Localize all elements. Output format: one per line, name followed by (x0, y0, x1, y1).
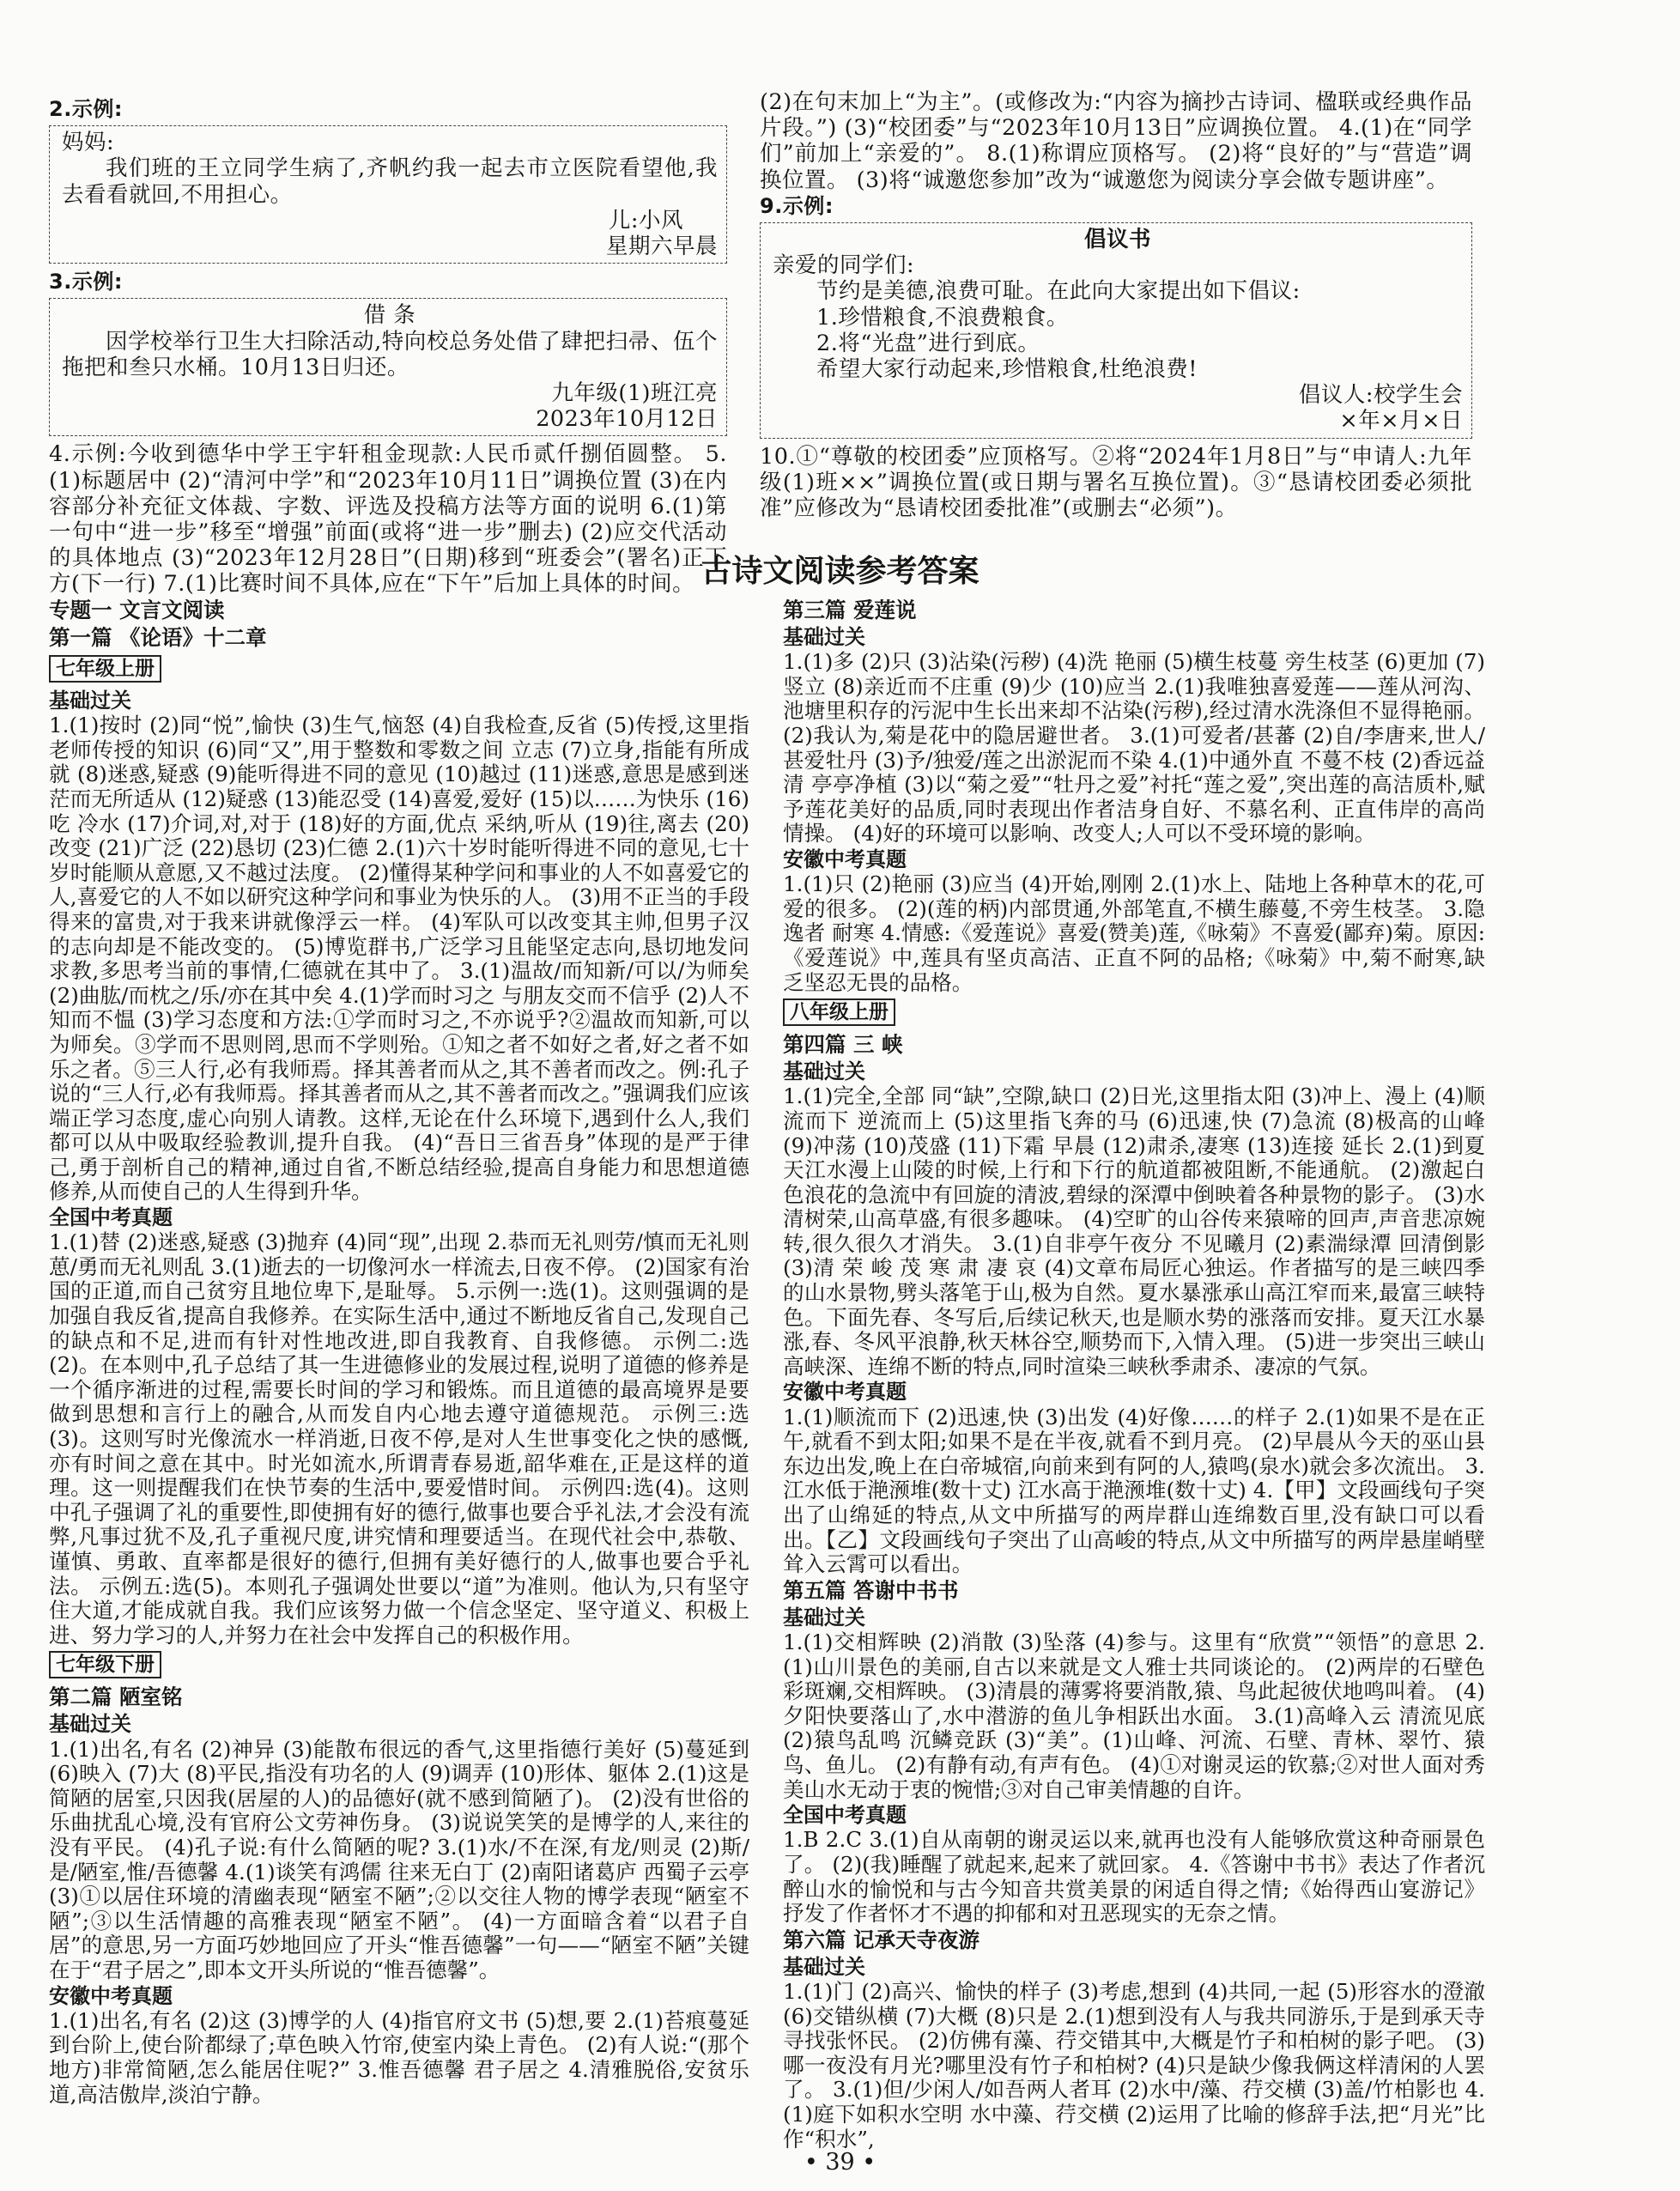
proposal-box (760, 222, 1472, 439)
proposal-closing: 希望大家行动起来,珍惜粮食,杜绝浪费! (816, 356, 1198, 383)
proposal-intro: 节约是美德,浪费可耻。在此向大家提出如下倡议: (816, 278, 1301, 305)
anhui-exam-label: 安徽中考真题 (783, 1380, 907, 1405)
page-title: 古诗文阅读参考答案 (701, 554, 979, 589)
q9-label: 9.示例: (760, 193, 834, 218)
basic-label: 基础过关 (49, 689, 131, 713)
q3-label: 3.示例: (49, 270, 123, 294)
note-greeting: 妈妈: (62, 130, 115, 156)
daxie-basic-answers: 1.(1)交相辉映 (2)消散 (3)坠落 (4)参与。这里有“欣赏”“领悟”的意思 2.(1)山川景色的美丽,自古以来就是文人雅士共同谈论的。 (2)两岸的石壁色彩斑斓,交相辉映。 (3)清晨的薄雾将要消散,猿、鸟此起彼伏地鸣叫着。 (4)夕阳快要落山了,水中潜游的鱼儿争相跃出水面。 3.(1)高峰入云 清流见底 (2)猿鸟乱鸣 沉鳞竞跃 (3)“美”。(1)山峰、河流、石壁、青林、翠竹、猿鸟、鱼儿。 (2)有静有动,有声有色。 (4)①对谢灵运的钦慕;②对世人面对秀美山水无动于衷的惋惜;③对自己审美情趣的自许。 (783, 1630, 1485, 1802)
sanxia-title: 第四篇 三 峡 (783, 1032, 903, 1058)
iou-heading: 借 条 (363, 302, 416, 329)
loushiming-basic-answers: 1.(1)出名,有名 (2)神异 (3)能散布很远的香气,这里指德行美好 (5)蔓延到 (6)映入 (7)大 (8)平民,指没有功名的人 (9)调弄 (10)形体、躯体 2.(1)这是简陋的居室,只因我(居屋的人)的品德好(就不感到简陋了)。 (2)没有世俗的乐曲扰乱心境,没有官府公文劳神伤身。 (3)说说笑笑的是博学的人,来往的没有平民。 (4)孔子说:有什么简陋的呢? 3.(1)水/不在深,有龙/则灵 (2)斯/是/陋室,惟/吾德馨 4.(1)谈笑有鸿儒 往来无白丁 (2)南阳诸葛庐 西蜀子云亭 (3)①以居住环境的清幽表现“陋室不陋”;②以交往人物的博学表现“陋室不陋”;③以生活情趣的高雅表现“陋室不陋”。 (4)一方面暗含着“以君子自居”的意思,另一方面巧妙地回应了开头“惟吾德馨”一句——“陋室不陋”关键在于“君子居之”,即本文开头所说的“惟吾德馨”。 (49, 1736, 750, 1982)
basic-label: 基础过关 (783, 1059, 865, 1084)
grade-7-vol1-tag: 七年级上册 (49, 655, 161, 683)
national-exam-label: 全国中考真题 (49, 1205, 173, 1230)
lunyu-title: 第一篇 《论语》十二章 (49, 625, 267, 650)
anhui-exam-label: 安徽中考真题 (783, 847, 907, 871)
lunyu-national-answers: 1.(1)替 (2)迷惑,疑惑 (3)抛弃 (4)同“现”,出现 2.恭而无礼则劳/慎而无礼则葸/勇而无礼则乱 3.(1)逝去的一切像河水一样流去,日夜不停。 (2)国家有治国的正道,而自己贫穷且地位卑下,是耻辱。 5.示例一:选(1)。这则强调的是加强自我反省,提高自我修养。在实际生活中,通过不断地反省自己,发现自己的缺点和不足,进而有针对性地改进,即自我教育、自我修德。 示例二:选(2)。在本则中,孔子总结了其一生进德修业的发展过程,说明了道德的修养是一个循序渐进的过程,需要长时间的学习和锻炼。而且道德的最高境界是要做到思想和言行上的融合,从而发自内心地去遵守道德规范。 示例三:选(3)。这则写时光像流水一样消逝,日夜不停,是对人生世事变化之快的感慨,亦有时间之意在其中。时光如流水,所谓青春易逝,韶华难在,正是这样的道理。这一则提醒我们在快节奏的生活中,要爱惜时间。 示例四:选(4)。这则中孔子强调了礼的重要性,即使拥有好的德行,做事也要合乎礼法,才会没有流弊,凡事过犹不及,孔子重视尺度,讲究情和理要适当。在现代社会中,恭敬、谨慎、勇敢、直率都是很好的德行,但拥有美好德行的人,做事也要合乎礼法。 示例五:选(5)。本则孔子强调处世要以“道”为准则。他认为,只有坚守住大道,才能成就自我。我们应该努力做一个信念坚定、坚守道义、积极上进、努力学习的人,并努力在社会中发挥自己的积极作用。 (49, 1229, 749, 1648)
daxiezhongshushu-title: 第五篇 答谢中书书 (783, 1577, 959, 1603)
ailianshuo-anhui-answers: 1.(1)只 (2)艳丽 (3)应当 (4)开始,刚刚 2.(1)水上、陆地上各种草木的花,可爱的很多。 (2)(莲的柄)内部贯通,外部笔直,不横生藤蔓,不旁生枝茎。 3.隐逸者 耐寒 4.情感:《爱莲说》喜爱(赞美)莲,《咏菊》不喜爱(鄙弃)菊。原因:《爱莲说》中,莲具有坚贞高洁、正直不阿的品格;《咏菊》中,菊不耐寒,缺乏坚忍无畏的品格。 (783, 871, 1485, 995)
iou-body: 因学校举行卫生大扫除活动,特向校总务处借了肆把扫帚、伍个拖把和叁只水桶。10月13日归还。 (62, 328, 718, 380)
note-date: 星期六早晨 (605, 234, 718, 260)
proposal-signature: 倡议人:校学生会 (1298, 382, 1463, 409)
basic-label: 基础过关 (783, 1954, 865, 1979)
answers-q4-q7: 4.示例:今收到德华中学王宇轩租金现款:人民币贰仟捌佰圆整。 5.(1)标题居中 (2)“清河中学”和“2023年10月11日”调换位置 (3)在内容部分补充征文体裁、字数、评选及投稿方法等方面的说明 6.(1)第一句中“进一步”移至“增强”前面(或将“进一步”删去) (2)应交代活动的具体地点 (3)“2023年12月28日”(日期)移到“班委会”(署名)正下方(下一行) 7.(1)比赛时间不具体,应在“下午”后加上具体的时间。 (49, 441, 727, 598)
ailianshuo-basic-answers: 1.(1)多 (2)只 (3)沾染(污秽) (4)洗 艳丽 (5)横生枝蔓 旁生枝茎 (6)更加 (7)竖立 (8)亲近而不庄重 (9)少 (10)应当 2.(1)我唯独喜爱莲——莲从河沟、池塘里积存的污泥中生长出来却不沾染(污秽),经过清水洗涤但不显得艳丽。 (2)我认为,菊是花中的隐居避世者。 3.(1)可爱者/甚蕃 (2)自/李唐来,世人/甚爱牡丹 (3)予/独爱/莲之出淤泥而不染 4.(1)中通外直 不蔓不枝 (2)香远益清 亭亭净植 (3)以“菊之爱”“牡丹之爱”衬托“莲之爱”,突出莲的高洁质朴,赋予莲花美好的品质,同时表现出作者洁身自好、不慕名利、正直伟岸的高尚情操。 (4)好的环境可以影响、改变人;人可以不受环境的影响。 (783, 649, 1485, 847)
anhui-exam-label: 安徽中考真题 (49, 1983, 173, 2008)
grade-7-vol2-tag: 七年级下册 (49, 1651, 161, 1678)
answers-q7-q8: (2)在句末加上“为主”。(或修改为:“内容为摘抄古诗词、楹联或经典作品片段。”) (3)“校团委”与“2023年10月13日”应调换位置。 4.(1)在“同学们”前加上“亲爱的”。 8.(1)称谓应顶格写。 (2)将“良好的”与“营造”调换位置。 (3)将“诚邀您参加”改为“诚邀您为阅读分享会做专题讲座”。 (760, 89, 1472, 193)
basic-label: 基础过关 (783, 625, 865, 649)
iou-date: 2023年10月12日 (536, 406, 718, 433)
chengtiansi-basic-answers: 1.(1)门 (2)高兴、愉快的样子 (3)考虑,想到 (4)共同,一起 (5)形容水的澄澈 (6)交错纵横 (7)大概 (8)只是 2.(1)想到没有人与我共同游乐,于是到承天寺寻找张怀民。 (2)仿佛有藻、荇交错其中,大概是竹子和柏树的影子吧。 (3)哪一夜没有月光?哪里没有竹子和柏树? (4)只是缺少像我俩这样清闲的人罢了。 3.(1)但/少闲人/如吾两人者耳 (2)水中/藻、荇交横 (3)盖/竹柏影也 4.(1)庭下如积水空明 水中藻、荇交横 (2)运用了比喻的修辞手法,把“月光”比作“积水”, (783, 1978, 1485, 2152)
grade-8-vol1-tag: 八年级上册 (783, 998, 895, 1026)
iou-box (49, 298, 727, 436)
topic-heading: 专题一 文言文阅读 (49, 598, 225, 622)
basic-label: 基础过关 (783, 1605, 865, 1630)
daxie-national-answers: 1.B 2.C 3.(1)自从南朝的谢灵运以来,就再也没有人能够欣赏这种奇丽景色了。 (2)(我)睡醒了就起来,起来了就回家。 4.《答谢中书书》表达了作者沉醉山水的愉悦和与古今知音共赏美景的闲适自得之情;《始得西山宴游记》抒发了作者怀才不遇的抑郁和对丑恶现实的无奈之情。 (783, 1827, 1485, 1927)
loushiming-title: 第二篇 陋室铭 (49, 1684, 183, 1710)
note-body: 我们班的王立同学生病了,齐帆约我一起去市立医院看望他,我去看看就回,不用担心。 (62, 155, 718, 208)
iou-signature: 九年级(1)班江亮 (551, 380, 718, 407)
national-exam-label: 全国中考真题 (783, 1803, 907, 1828)
basic-label: 基础过关 (49, 1712, 131, 1737)
sanxia-basic-answers: 1.(1)完全,全部 同“缺”,空隙,缺口 (2)日光,这里指太阳 (3)冲上、漫上 (4)顺流而下 逆流而上 (5)这里指飞奔的马 (6)迅速,快 (7)急流 (8)极高的山峰 (9)冲荡 (10)茂盛 (11)下霜 早晨 (12)肃杀,凄寒 (13)连接 延长 2.(1)到夏天江水漫上山陵的时候,上行和下行的航道都被阻断,不能通航。 (2)激起白色浪花的急流中有回旋的清波,碧绿的深潭中倒映着各种景物的影子。 (3)水清树荣,山高草盛,有很多趣味。 (4)空旷的山谷传来猿啼的回声,声音悲凉婉转,很久很久才消失。 3.(1)自非亭午夜分 不见曦月 (2)素湍绿潭 回清倒影 (3)清 荣 峻 茂 寒 肃 凄 哀 (4)文章布局匠心独运。作者描写的是三峡四季的山水景物,劈头落笔于山,极为自然。夏水暴涨承山高江窄而来,最富三峡特色。下面先春、冬写后,后续记秋天,也是顺水势的涨落而安排。夏天江水暴涨,春、冬风平浪静,秋天林谷空,顺势而下,入情入理。 (5)进一步突出三峡山高峡深、连绵不断的特点,同时渲染三峡秋季肃杀、凄凉的气氛。 (783, 1083, 1485, 1379)
top-left-column (49, 96, 727, 598)
proposal-item-1: 1.珍惜粮食,不浪费粮食。 (816, 304, 1069, 331)
loushiming-anhui-answers: 1.(1)出名,有名 (2)这 (3)博学的人 (4)指官府文书 (5)想,要 2.(1)苔痕蔓延到台阶上,使台阶都绿了;草色映入竹帘,使室内染上青色。 (2)有人说:“(那个地方)非常简陋,怎么能居住呢?” 3.惟吾德馨 君子居之 4.清雅脱俗,安贫乐道,高洁傲岸,淡泊宁静。 (49, 2007, 749, 2107)
proposal-item-2: 2.将“光盘”进行到底。 (816, 330, 1040, 356)
proposal-date: ×年×月×日 (1339, 408, 1463, 434)
note-box-mom (49, 125, 727, 264)
left-column (49, 597, 749, 2107)
ailianshuo-title: 第三篇 爱莲说 (783, 598, 917, 622)
right-column (783, 597, 1485, 2152)
proposal-heading: 倡议书 (1083, 227, 1151, 253)
answer-q10: 10.①“尊敬的校团委”应顶格写。②将“2024年1月8日”与“申请人:九年级(1)班××”调换位置(或日期与署名互换位置)。③“恳请校团委必须批准”应修改为“恳请校团委批准”(或删去“必须”)。 (760, 443, 1472, 522)
q2-label: 2.示例: (49, 97, 123, 121)
proposal-greeting: 亲爱的同学们: (773, 252, 915, 279)
page-number: • 39 • (804, 2149, 876, 2176)
note-signature: 儿:小风 (608, 207, 683, 234)
chengtiansi-title: 第六篇 记承天寺夜游 (783, 1927, 980, 1952)
top-right-column (760, 89, 1472, 521)
sanxia-anhui-answers: 1.(1)顺流而下 (2)迅速,快 (3)出发 (4)好像……的样子 2.(1)如果不是在正午,就看不到太阳;如果不是在半夜,就看不到月亮。 (2)早晨从今天的巫山县东边出发,晚上在白帝城宿,向前来到有阿的人,猿鸣(泉水)就会多次流出。 3.江水低于滟滪堆(数十丈) 江水高于滟滪堆(数十丈) 4.【甲】文段画线句子突出了山绵延的特点,从文中所描写的两岸群山连绵数百里,没有缺口可以看出。【乙】文段画线句子突出了山高峻的特点,从文中所描写的两岸悬崖峭壁耸入云霄可以看出。 (783, 1404, 1485, 1577)
lunyu-basic-answers: 1.(1)按时 (2)同“悦”,愉快 (3)生气,恼怒 (4)自我检查,反省 (5)传授,这里指老师传授的知识 (6)同“又”,用于整数和零数之间 立志 (7)立身,指能有所成就 (8)迷惑,疑惑 (9)能听得进不同的意见 (10)越过 (11)迷惑,意思是感到迷茫而无所适从 (12)疑惑 (13)能忍受 (14)喜爱,爱好 (15)以……为快乐 (16)吃 冷水 (17)介词,对,对于 (18)好的方面,优点 采纳,听从 (19)往,离去 (20)改变 (21)广泛 (22)恳切 (23)仁德 2.(1)六十岁时能听得进不同的意见,七十岁时能顺从意愿,又不越过法度。 (2)懂得某种学问和事业的人不如喜爱它的人,喜爱它的人不如以研究这种学问和事业为快乐的人。 (3)用不正当的手段得来的富贵,对于我来讲就像浮云一样。 (4)军队可以改变其主帅,但男子汉的志向却是不能改变的。 (5)博览群书,广泛学习且能坚定志向,恳切地发问求教,多思考当前的事情,仁德就在其中了。 3.(1)温故/而知新/可以/为师矣 (2)曲肱/而枕之/乐/亦在其中矣 4.(1)学而时习之 与朋友交而不信乎 (2)人不知而不愠 (3)学习态度和方法:①学而时习之,不亦说乎?②温故而知新,可以为师矣。③学而不思则罔,思而不学则殆。①知之者不如好之者,好之者不如乐之者。⑤三人行,必有我师焉。择其善者而从之,其不善者而改之。例:孔子说的“三人行,必有我师焉。择其善者而从之,其不善者而改之。”强调我们应该端正学习态度,虚心向别人请教。这样,无论在什么环境下,遇到什么人,我们都可以从中吸取经验教训,提升自我。 (4)“吾日三省吾身”体现的是严于律己,勇于剖析自己的精神,通过自省,不断总结经验,提高自身能力和思想道德修养,从而使自己的人生得到升华。 (49, 713, 749, 1205)
